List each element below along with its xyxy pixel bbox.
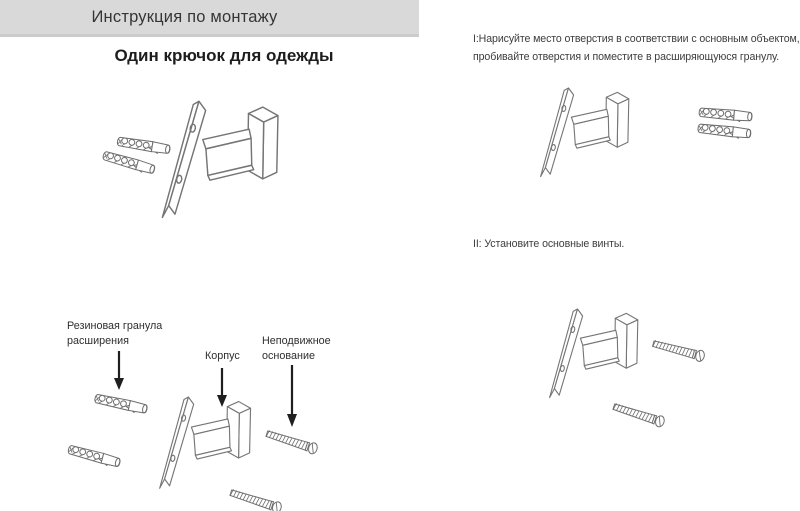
hook-drawing-top-left (162, 101, 278, 217)
label-expansion-plug-line2: расширения (67, 334, 129, 347)
step2-text: II: Установите основные винты. (473, 238, 625, 250)
step1-line2: пробивайте отверстия и поместите в расширяющуюся гранулу. (473, 50, 780, 63)
dowel-drawing-top-left-1 (117, 136, 171, 155)
dowel-drawing-top-left-2 (102, 150, 156, 175)
screw-drawing-parts-1 (265, 428, 318, 455)
screw-drawing-step2-1 (652, 338, 706, 362)
page-title: Инструкция по монтажу (91, 7, 278, 26)
dowel-drawing-parts-2 (67, 444, 121, 468)
screw-drawing-parts-2 (229, 487, 282, 511)
arrow-hook-body (217, 368, 227, 407)
page-subtitle: Один крючок для одежды (114, 46, 334, 65)
dowel-drawing-parts-1 (94, 393, 148, 415)
dowel-drawing-step1-2 (697, 123, 751, 139)
label-fixed-base-line2: основание (262, 349, 315, 362)
label-expansion-plug-line1: Резиновая гранула (67, 320, 163, 332)
hook-drawing-step2 (550, 309, 638, 398)
step1-text (473, 31, 800, 66)
label-expansion-plug (67, 319, 162, 348)
label-fixed-base-line1: Неподвижное (262, 335, 331, 347)
screw-drawing-step2-2 (612, 401, 665, 428)
arrow-expansion-plug (114, 351, 124, 390)
label-hook-body: Корпус (205, 350, 240, 362)
dowel-drawing-step1-1 (699, 107, 753, 123)
label-fixed-base (262, 334, 331, 363)
hook-drawing-parts (160, 397, 251, 488)
hook-drawing-step1 (541, 88, 629, 177)
arrow-fixed-base (287, 365, 297, 427)
header-bar (0, 0, 419, 37)
step1-line1: I:Нарисуйте место отверстия в соответствии с основным объектом, (473, 33, 800, 45)
